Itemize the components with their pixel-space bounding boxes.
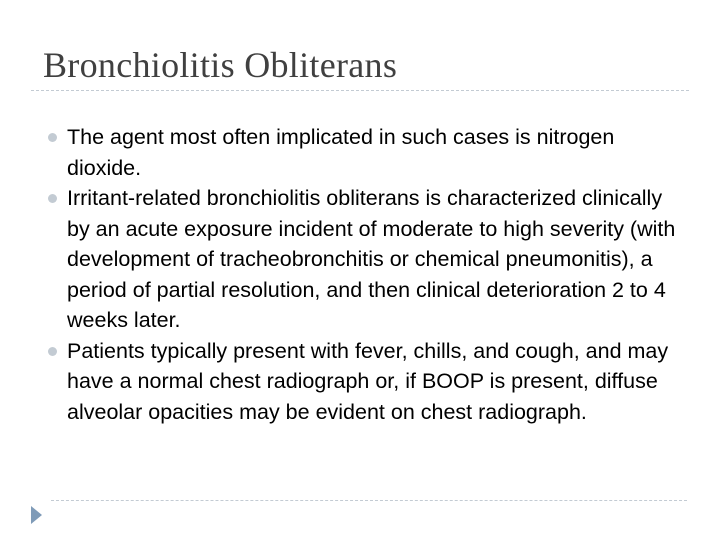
bullet-item: [46, 183, 686, 336]
round-bullet-icon: [48, 133, 57, 142]
round-bullet-icon: [48, 194, 57, 203]
title-divider: [31, 90, 689, 91]
bullet-item: [46, 336, 686, 428]
bullet-text: Patients typically present with fever, chills, and cough, and may have a normal chest radiograph or, if BOOP is present, diffuse alveolar opacities may be evident on chest radiograph.: [67, 338, 669, 424]
slide-title: Bronchiolitis Obliterans: [43, 45, 398, 85]
triangle-arrow-icon[interactable]: [31, 506, 42, 524]
round-bullet-icon: [48, 347, 57, 356]
bullet-text: The agent most often implicated in such cases is nitrogen dioxide.: [67, 125, 615, 180]
bullet-item: [46, 122, 686, 183]
footer-divider: [51, 500, 687, 501]
bullet-list: [46, 122, 686, 427]
bullet-text: Irritant-related bronchiolitis obliterans is characterized clinically by an acute exposure incident of moderate to high severity (with development of tracheobronchitis or chemical pneumonitis), a period of partial resolution, and then clinical deterioration 2 to 4 weeks later.: [67, 186, 676, 332]
